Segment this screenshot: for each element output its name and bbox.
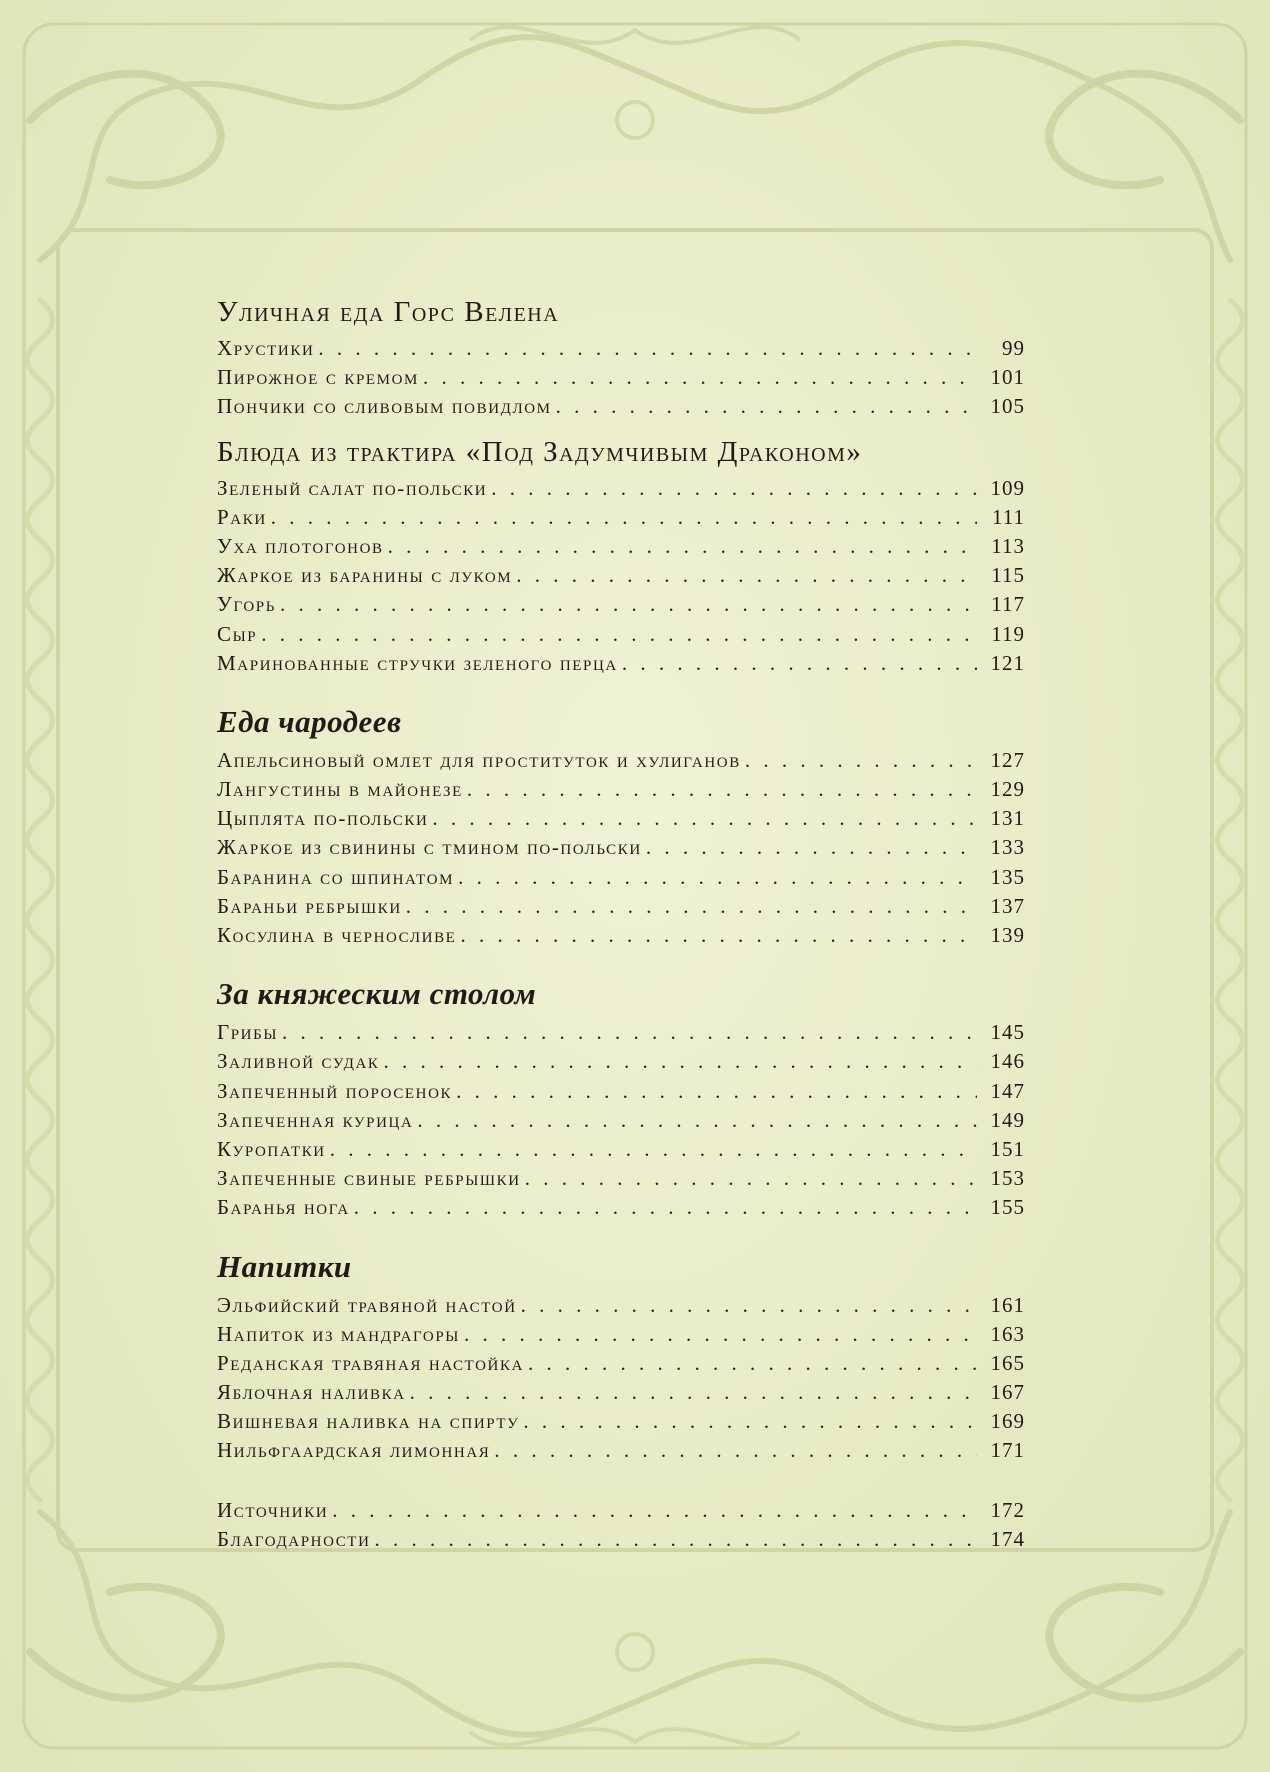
toc-section [217, 1245, 1025, 1466]
toc-entry[interactable] [217, 1320, 1025, 1349]
entry-page: 131 [990, 806, 1025, 831]
dot-leader [556, 392, 977, 421]
toc-section [217, 432, 1025, 678]
entry-page: 153 [990, 1166, 1025, 1191]
toc-section [217, 972, 1025, 1222]
toc-entry[interactable] [217, 1077, 1025, 1106]
entry-page: 113 [991, 533, 1025, 558]
dot-leader [406, 892, 977, 921]
dot-leader [375, 1525, 977, 1554]
entry-title: Баранья нога [217, 1195, 350, 1220]
toc-section [217, 292, 1025, 422]
toc-entry[interactable] [217, 746, 1025, 775]
dot-leader [528, 1349, 977, 1378]
entry-title: Сыр [217, 621, 258, 646]
entry-page: 129 [990, 777, 1025, 802]
table-of-contents [217, 286, 1025, 1554]
toc-entry[interactable] [217, 1349, 1025, 1378]
dot-leader [622, 649, 977, 678]
toc-entry[interactable] [217, 503, 1025, 532]
toc-entry[interactable] [217, 1047, 1025, 1076]
toc-entry[interactable] [217, 1193, 1025, 1222]
entry-page: 171 [990, 1438, 1025, 1463]
entry-title: Реданская травяная настойка [217, 1350, 525, 1375]
section-heading: Блюда из трактира «Под Задумчивым Драконом» [217, 435, 863, 468]
dot-leader [745, 746, 977, 775]
entry-page: 146 [990, 1049, 1025, 1074]
entry-title: Эльфийский травяной настой [217, 1292, 517, 1317]
entry-title: Раки [217, 504, 267, 529]
toc-entry[interactable] [217, 775, 1025, 804]
entry-page: 99 [1002, 336, 1025, 360]
dot-leader [432, 804, 977, 833]
dot-leader [523, 1407, 977, 1436]
dot-leader [330, 1135, 977, 1164]
entry-page: 135 [990, 864, 1025, 889]
toc-entry[interactable] [217, 863, 1025, 892]
entry-page: 137 [990, 893, 1025, 918]
toc-back-matter [217, 1496, 1025, 1554]
entry-title: Вишневая наливка на спирту [217, 1409, 520, 1434]
section-heading: Еда чародеев [217, 703, 402, 739]
entry-title: Пончики со сливовым повидлом [217, 394, 552, 419]
entry-page: 167 [990, 1380, 1025, 1405]
dot-leader [318, 334, 977, 363]
toc-entry[interactable] [217, 1164, 1025, 1193]
dot-leader [646, 833, 977, 862]
section-heading: За княжеским столом [217, 976, 537, 1012]
entry-title: Зеленый салат по-польски [217, 475, 488, 500]
toc-entry[interactable] [217, 1436, 1025, 1465]
entry-title: Цыплята по-польски [217, 806, 429, 831]
dot-leader [417, 1106, 977, 1135]
toc-section [217, 700, 1025, 950]
entry-page: 161 [990, 1292, 1025, 1317]
entry-title: Запеченные свиные ребрышки [217, 1166, 521, 1191]
entry-page: 133 [990, 835, 1025, 860]
entry-page: 105 [990, 394, 1025, 419]
entry-page: 145 [990, 1020, 1025, 1045]
toc-entry[interactable] [217, 1291, 1025, 1320]
entry-title: Пирожное с кремом [217, 365, 419, 390]
toc-entry[interactable] [217, 392, 1025, 421]
entry-page: 109 [990, 475, 1025, 500]
entry-title: Лангустины в майонезе [217, 777, 463, 802]
dot-leader [460, 921, 977, 950]
entry-page: 111 [992, 504, 1025, 529]
entry-title: Источники [217, 1497, 329, 1522]
toc-entry[interactable] [217, 1407, 1025, 1436]
dot-leader [423, 363, 977, 392]
entry-page: 174 [990, 1526, 1025, 1551]
toc-entry[interactable] [217, 1525, 1025, 1554]
dot-leader [458, 863, 977, 892]
entry-page: 149 [990, 1107, 1025, 1132]
entry-title: Запеченная курица [217, 1107, 414, 1132]
entry-title: Нильфгаардская лимонная [217, 1438, 491, 1463]
dot-leader [467, 775, 977, 804]
toc-entry[interactable] [217, 532, 1025, 561]
dot-leader [261, 620, 977, 649]
toc-entry[interactable] [217, 1135, 1025, 1164]
toc-entry[interactable] [217, 649, 1025, 678]
entry-title: Яблочная наливка [217, 1380, 406, 1405]
entry-page: 147 [990, 1078, 1025, 1103]
entry-title: Маринованные стручки зеленого перца [217, 650, 618, 675]
entry-title: Жаркое из свинины с тмином по-польски [217, 835, 642, 860]
entry-page: 155 [990, 1195, 1025, 1220]
entry-title: Косулина в черносливе [217, 923, 457, 947]
dot-leader [282, 1018, 977, 1047]
dot-leader [525, 1164, 977, 1193]
dot-leader [410, 1378, 977, 1407]
toc-entry[interactable] [217, 804, 1025, 833]
entry-title: Благодарности [217, 1526, 371, 1551]
entry-title: Грибы [217, 1020, 279, 1045]
entry-page: 172 [990, 1497, 1025, 1522]
entry-title: Бараньи ребрышки [217, 893, 402, 918]
toc-entry[interactable] [217, 1496, 1025, 1525]
dot-leader [384, 1047, 978, 1076]
toc-entry[interactable] [217, 363, 1025, 392]
section-heading: Уличная еда Горс Велена [217, 296, 560, 328]
toc-entry[interactable] [217, 474, 1025, 503]
spacer [217, 1466, 1025, 1496]
toc-entry[interactable] [217, 1018, 1025, 1047]
toc-entry[interactable] [217, 921, 1025, 950]
toc-entry[interactable] [217, 334, 1025, 363]
entry-title: Хрустики [217, 336, 315, 360]
dot-leader [332, 1496, 977, 1525]
entry-title: Напиток из мандрагоры [217, 1321, 460, 1346]
dot-leader [271, 503, 977, 532]
dot-leader [464, 1320, 977, 1349]
dot-leader [516, 561, 977, 590]
entry-page: 117 [991, 592, 1025, 617]
entry-title: Запеченный поросенок [217, 1078, 453, 1103]
toc-entry[interactable] [217, 620, 1025, 649]
toc-entry[interactable] [217, 892, 1025, 921]
entry-title: Угорь [217, 592, 276, 617]
toc-entry[interactable] [217, 1106, 1025, 1135]
entry-page: 119 [991, 621, 1025, 646]
entry-page: 151 [990, 1136, 1025, 1161]
entry-page: 115 [991, 563, 1025, 588]
dot-leader [456, 1077, 977, 1106]
dot-leader [388, 532, 977, 561]
entry-page: 127 [990, 747, 1025, 772]
entry-title: Жаркое из баранины с луком [217, 563, 513, 588]
entry-title: Заливной судак [217, 1049, 380, 1074]
dot-leader [354, 1193, 977, 1222]
entry-title: Уха плотогонов [217, 533, 384, 558]
dot-leader [494, 1436, 977, 1465]
entry-page: 163 [990, 1321, 1025, 1346]
toc-entry[interactable] [217, 561, 1025, 590]
toc-entry[interactable] [217, 590, 1025, 619]
entry-title: Апельсиновый омлет для проституток и хулиганов [217, 747, 741, 772]
entry-page: 169 [990, 1409, 1025, 1434]
toc-entry[interactable] [217, 1378, 1025, 1407]
entry-page: 165 [990, 1350, 1025, 1375]
entry-page: 101 [990, 365, 1025, 390]
dot-leader [280, 590, 977, 619]
section-heading: Напитки [217, 1248, 352, 1284]
entry-title: Баранина со шпинатом [217, 864, 455, 889]
dot-leader [521, 1291, 977, 1320]
entry-title: Куропатки [217, 1136, 326, 1161]
toc-entry[interactable] [217, 833, 1025, 862]
entry-page: 121 [990, 650, 1025, 675]
dot-leader [491, 474, 977, 503]
entry-page: 139 [990, 923, 1025, 947]
